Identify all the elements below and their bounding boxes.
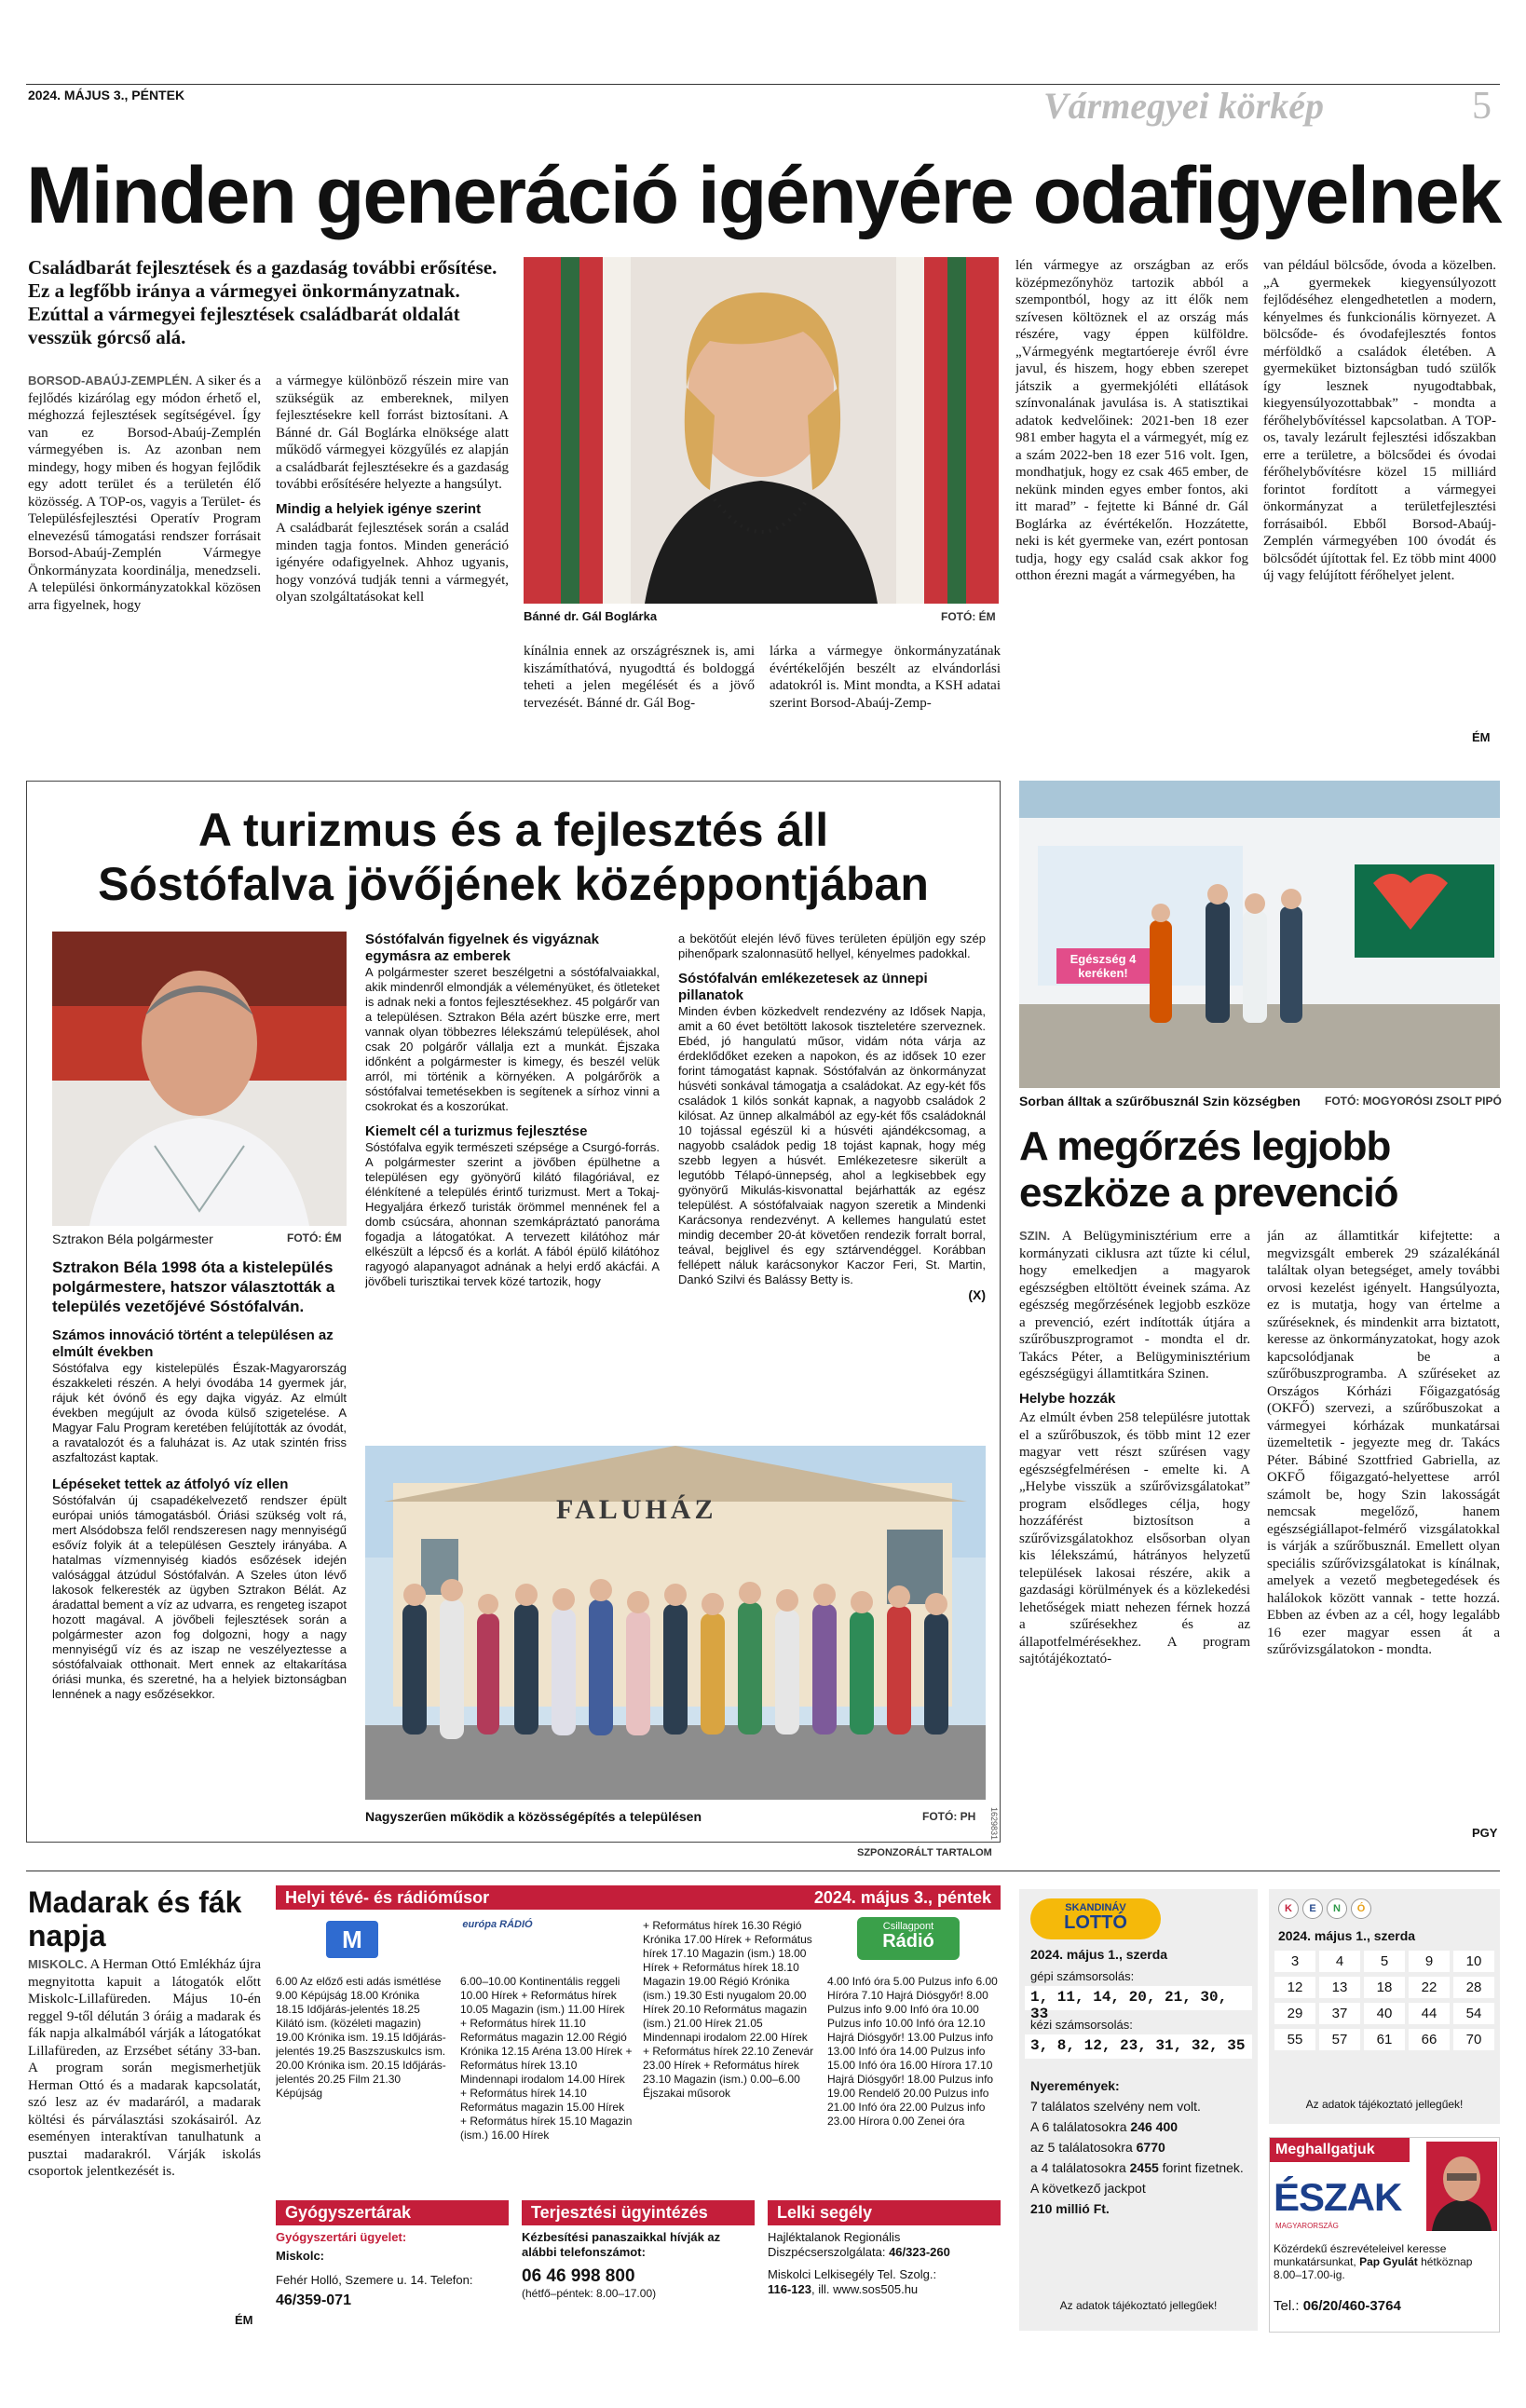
tourism-sub2: Lépéseket tettek az átfolyó víz ellen xyxy=(52,1476,289,1492)
bus-banner: Egészség 4 kerékenǃ xyxy=(1056,948,1150,984)
lotto-manual-numbers: 3, 8, 12, 23, 31, 32, 35 xyxy=(1025,2034,1252,2059)
csillagpont-logo-top: Csillagpont xyxy=(882,1921,934,1932)
keno-number: 70 xyxy=(1453,2029,1494,2050)
lotto-prize-4-suffix: forint fizetnek. xyxy=(1158,2160,1244,2175)
distribution-block xyxy=(522,2230,755,2301)
lotto-logo xyxy=(1030,1898,1161,1939)
lotto-prizes xyxy=(1030,2075,1250,2219)
lotto-prizes-label: Nyeremények: xyxy=(1030,2078,1120,2093)
tourism-sub4: Kiemelt cél a turizmus fejlesztése xyxy=(365,1123,588,1139)
lotto-note: Az adatok tájékoztató jellegűek! xyxy=(1059,2299,1218,2312)
main-photo-credit: FOTÓ: ÉM xyxy=(941,610,996,623)
main-lead: Családbarát fejlesztések és a gazdaság további erősítése. Ez a legfőbb iránya a vármegyei önkormányzatnak. Ezúttal a vármegyei fejlesztések családbarát oldalát vesszük górcső alá. xyxy=(28,256,497,348)
tourism-sub5: Sóstófalván emlékezetesek az ünnepi pillanatok xyxy=(678,971,928,1003)
main-col1-text: A siker és a fejlődés kizárólag egy módon érhető el, méghozzá fejlesztések segítségével. Így van ez Borsod-Abaúj-Zemplén vármegyében is. Az azonban nem mindegy, hogy miben és hogyan fejlődik egy adott terület és a területén élő közösség. A TOP-os, vagyis a Terület- és Településfejlesztési Operatív Program elnevezésű támogatási rendszer forrásait Borsod-Abaúj-Zemplén Vármegye Önkormányzata koordinálja, menedzseli. A települési önkormányzatokkal közösen arra figyelnek, hogy xyxy=(28,374,261,613)
bus-photo xyxy=(1019,781,1500,1088)
issue-date: 2024. MÁJUS 3., PÉNTEK xyxy=(28,88,185,102)
keno-number: 29 xyxy=(1274,2003,1315,2024)
page-number: 5 xyxy=(1472,85,1492,128)
csillagpont-logo-bottom: Rádió xyxy=(882,1931,934,1952)
lotto-prize-5: 6770 xyxy=(1136,2140,1165,2155)
main-col2 xyxy=(276,373,509,745)
keno-logo-letter: E xyxy=(1302,1898,1323,1919)
lotto-date: 2024. május 1., szerda xyxy=(1030,1947,1168,1962)
keno-number: 61 xyxy=(1364,2029,1405,2050)
pharmacy-label: Gyógyszertári ügyelet: xyxy=(276,2230,407,2244)
lotto-jackpot-label: A következő jackpot xyxy=(1030,2181,1146,2196)
lotto-jackpot: 210 millió Ft. xyxy=(1030,2201,1110,2216)
screening-col2: ján az államtitkár kifejtette: a megvizsgált emberek 29 százalékánál találtak olyan betegséget, amely további orvosi kezelést igényelt. Hangsúlyozta, ez is mutatja, hogy van értelme a szűréseknek, és mindenkit arra biztatott, keresse az önkormányzatokat, hogy azok kapcsolódjanak be a szűrőbuszprogramba. A szűréseket az Országos Kórházi Főigazgatóság (OKFŐ) szervezi, a szűrőbuszokat a vármegyei kórházak munkatársai üzemeltetik - jegyezte meg dr. Takács Péter. Bábiné Szottfried Gabriella, az OKFŐ főigazgató-helyettese arról számolt be, hogy Szin lakosságát nemcsak megelőző, hanem egészségiállapot-felmérő vizsgálatokkal is várják a szűrőbusznál. Emellett olyan speciális szűrővizsgálatokat is kínálnak, amelyek a vezető megbetegedések és halálokok között vannak - tette hozzá. Ebben az évben az a cél, hogy legalább 16 ezer magyar essen át a szűrővizsgálatokon - mondta. xyxy=(1267,1229,1500,1657)
keno-logo-letter: K xyxy=(1278,1898,1299,1919)
tourism-p1: Sóstófalva egy kistelepülés Észak-Magyarország északkeleti részén. A helyi óvodába 14 gyermek jár, rájuk két óvónő és egy dajka vigyáz. Az elmúlt években megújult az óvoda külső szigetelése. A Magyar Falu Program keretében felújították az óvodát, a ravatalozót és a faluházat is. Az utak szintén friss aszfaltozást kaptak. xyxy=(52,1361,347,1464)
tourism-p3: A polgármester szeret beszélgetni a sóstófalvaiakkal, akik mindenről elmondják a véleményüket, és ötleteket is adnak neki a fontos fejlesztésekhez. 45 polgárőr van a településen. Sztrakon Béla azért büszke erre, mert vannak olyan többezres lélekszámú települések, ahol csak 20 polgárőr vállalja ezt a munkát. Éjszaka időnként a polgármester is kimegy, és beszél velük arról, mi történik a környéken. A polgárőrök a sóstófalvai temetésekben is segítenek a sírhoz vinni a csokrokat és a koszorúkat. xyxy=(365,965,660,1113)
main-photo xyxy=(524,257,999,604)
faluhaz-sign: FALUHÁZ xyxy=(556,1494,717,1525)
keno-number: 55 xyxy=(1274,2029,1315,2050)
mayor-photo xyxy=(52,932,347,1226)
keno-number: 28 xyxy=(1453,1977,1494,1998)
keno-number: 54 xyxy=(1453,2003,1494,2024)
tourism-col1 xyxy=(52,1258,347,1816)
keno-number: 22 xyxy=(1409,1977,1450,1998)
tourism-p5: a bekötőút elején lévő füves területen épüljön egy szép pihenőpark szalonnasütő hellyel, kényelmes padokkal. xyxy=(678,932,986,960)
soul-line2: Diszpécserszolgálata: xyxy=(768,2245,886,2259)
soul-line3: Miskolci Lelkisegély Tel. Szolg.: xyxy=(768,2267,937,2281)
soul-head: Lelki segély xyxy=(768,2200,1001,2225)
sponsored-label: SZPONZORÁLT TARTALOM xyxy=(857,1847,992,1858)
tourism-p4: Sóstófalva egyik természeti szépsége a Csurgó-forrás. A polgármester szerint a jövőben épülhetne a településen egy gyönyörű kilátó filagóriával, ez élénkítené a település érintő turizmust. Mert a Tokaj-Hegyaljára érkező turisták örömmel mennének fel a domb csúcsára, ahonnan szemkápráztató panoráma fogadja a látogatókat. A tervezett kilátóhoz már elkészült a lépcső és a korlát. A fából épülő kilátóhoz ragyogó alapanyagot adnának a helyi erdő akácfái. A jövőbeli turisztikai tervek közé tartozik, hogy xyxy=(365,1140,660,1288)
tv-header xyxy=(276,1885,1001,1910)
keno-number: 5 xyxy=(1364,1951,1405,1972)
lotto-prize-6-label: A 6 találatosokra xyxy=(1030,2119,1127,2134)
radio-logo-europa: európa RÁDIÓ xyxy=(462,1919,533,1930)
pharmacy-phone: 46/359-071 xyxy=(276,2292,351,2308)
keno-number: 18 xyxy=(1364,1977,1405,1998)
main-headline: Minden generáció igényére odafigyelnek xyxy=(26,151,1501,240)
group-photo-caption: Nagyszerűen működik a közösségépítés a településen xyxy=(365,1809,702,1824)
keno-number: 13 xyxy=(1319,1977,1360,1998)
screening-title-line1: A megőrzés legjobb xyxy=(1019,1123,1391,1169)
tv-header-date: 2024. május 3., péntek xyxy=(813,1888,991,1907)
keno-number: 10 xyxy=(1453,1951,1494,1972)
lotto-prize-7: 7 találatos szelvény nem volt. xyxy=(1030,2099,1201,2114)
tv-logo-miskolc: M xyxy=(326,1921,378,1958)
screening-col1a: A Belügyminisztérium erre a kormányzati ciklusra azt tűzte ki célul, hogy emelkedjen a magyarok egészségben eltöltött éveinek száma. Az egészség megőrzésének legjobb eszköze a prevenció, ezért indították útjára a szűrőbuszprogramot - mondta el dr. Takács Péter, a Belügyminisztérium egészségügyi államtitkára Szinen. xyxy=(1019,1229,1250,1381)
soul-phone1: 46/323-260 xyxy=(889,2245,950,2259)
group-photo xyxy=(365,1446,986,1800)
ad-code: 1629831 xyxy=(989,1807,999,1841)
distribution-head: Terjesztési ügyintézés xyxy=(522,2200,755,2225)
soul-phone2: 116-123 xyxy=(768,2282,811,2296)
main-col5: van például bölcsőde, óvoda a közelben. „A gyermekek kiegyensúlyozott fejlődéséhez elengedhetetlen a modern, kényelmes és funkcionális környezet. A bölcsőde- és óvodafejlesztés fontos mérföldkő a családok életében. A gyermeküket biztonságban tudó szülők így lesznek nyugodtabbak, kiegyensúlyozottabbak” - mondta a férőhelybővítéssel kapcsolatban. A TOP-os, tavaly lezárult fejlesztési időszakban erre a területre, a bölcsődei és óvodai férőhelybővítésre közel 15 milliárd forintot fordított a vármegyei önkormányzat a területfejlesztési forrásaiból. Ebből Borsod-Abaúj-Zemplén vármegyében 100 óvodát és bölcsődét újítottak fel. Ez több mint 4000 új vagy felújított férőhelyet jelent. xyxy=(1263,258,1496,583)
radio-ad-text xyxy=(1274,2242,1497,2281)
keno-number: 37 xyxy=(1319,2003,1360,2024)
tourism-col2 xyxy=(365,932,660,1442)
bus-photo-credit: FOTÓ: MOGYORÓSI ZSOLT PIPÓ xyxy=(1325,1095,1502,1108)
radio-ad xyxy=(1269,2137,1500,2333)
tv-ch2-schedule: 6.00–10.00 Kontinentális reggeli 10.00 Hírek + Református hírek 10.05 Magazin (ism.) 11.00 Hírek + Református hírek 11.10 Református magazin 12.00 Régió Krónika 12.15 Aréna 13.00 Hírek + Református hírek 13.10 Mindennapi irodalom 14.00 Hírek + Református hírek 14.10 Református magazin 15.00 Hírek + Református hírek 15.10 Magazin (ism.) 16.00 Hírek xyxy=(460,1975,633,2142)
screening-col1b: Az elmúlt évben 258 településre jutottak el a szűrőbuszok, és több mint 12 ezer magyar vett részt szűrésen vagy egészségfelmérésen - emelte ki. A „Helybe visszük a szűrővizsgálatokat” program elsődleges célja, hogy hozzáférést biztosítson a szűrővizsgálatokhoz elsősorban olyan kis lélekszámú, hátrányos helyzetű települések lakosai részére, akik a gazdasági körülmények és a közlekedési lehetőségek miatt nehezen férnek hozzá a szűrésekhez és az állapotfelmérésekhez. A program sajtótájékoztató- xyxy=(1019,1410,1250,1667)
screening-dateline: SZIN. xyxy=(1019,1229,1051,1243)
keno-numbers xyxy=(1274,1951,1494,2050)
main-col3b: lárka a vármegye önkormányzatának évértékelőjén beszélt az elvándorlási adatokról is. Mint mondta, a KSH adatai szerint Borsod-Abaúj-Zemp- xyxy=(770,644,1001,711)
lotto-prize-4-label: a 4 találatosokra xyxy=(1030,2160,1126,2175)
group-photo-credit: FOTÓ: PH xyxy=(922,1810,976,1823)
main-signature: ÉM xyxy=(1472,730,1491,744)
keno-box xyxy=(1269,1889,1500,2124)
main-col1 xyxy=(28,373,261,745)
keno-logo-letter: N xyxy=(1327,1898,1347,1919)
soul-line1: Hajléktalanok Regionális xyxy=(768,2230,901,2244)
main-dateline: BORSOD-ABAÚJ-ZEMPLÉN. xyxy=(28,374,193,388)
keno-logo-letter: Ó xyxy=(1351,1898,1371,1919)
tourism-signature: (X) xyxy=(968,1287,986,1302)
lotto-machine-numbers: 1, 11, 14, 20, 21, 30, 33 xyxy=(1025,1986,1252,2010)
mayor-photo-caption: Sztrakon Béla polgármester xyxy=(52,1231,213,1246)
keno-number: 66 xyxy=(1409,2029,1450,2050)
pharmacy-city: Miskolc: xyxy=(276,2249,325,2263)
radio-ad-head: Meghallgatjuk xyxy=(1270,2138,1410,2162)
tv-ch3-schedule: + Református hírek 16.30 Régió Krónika 17.00 Hírek + Református hírek 17.10 Magazin (ism.) 18.00 Hírek + Református hírek 18.10 Magazin 19.00 Régió Krónika (ism.) 19.30 Esti nyugalom 20.00 Hírek 20.10 Református magazin (ism.) 21.00 Hírek 21.05 Mindennapi irodalom 22.00 Hírek + Református hírek 22.10 Zenevár 23.00 Hírek + Református hírek 23.10 Magazin (ism.) 0.00–6.00 Éjszakai műsorok xyxy=(643,1919,814,2100)
lotto-logo-bottom: LOTTÓ xyxy=(1064,1912,1127,1933)
tourism-sub3: Sóstófalván figyelnek és vigyáznak egymásra az emberek xyxy=(365,932,599,964)
screening-title xyxy=(1019,1123,1500,1217)
keno-number: 3 xyxy=(1274,1951,1315,1972)
soul-block xyxy=(768,2230,1006,2297)
screening-signature: PGY xyxy=(1472,1826,1498,1840)
lotto-prize-6: 246 400 xyxy=(1130,2119,1179,2134)
distribution-phone: 06 46 998 800 xyxy=(522,2266,635,2286)
tourism-sub1: Számos innováció történt a településen az elmúlt években xyxy=(52,1327,334,1360)
mayor-photo-credit: FOTÓ: ÉM xyxy=(287,1231,342,1245)
keno-number: 44 xyxy=(1409,2003,1450,2024)
section-title: Vármegyei körkép xyxy=(1043,85,1325,127)
lotto-machine-label: gépi számsorsolás: xyxy=(1030,1969,1135,1983)
radio-ad-text-b: hétköznap 8.00–17.00-ig. xyxy=(1274,2255,1473,2281)
keno-logo xyxy=(1278,1898,1371,1919)
lotto-box xyxy=(1019,1889,1258,2331)
keno-number: 57 xyxy=(1319,2029,1360,2050)
radio-ad-photo xyxy=(1426,2142,1497,2231)
main-subhead: Mindig a helyiek igénye szerint xyxy=(276,500,482,517)
birds-body xyxy=(28,1956,261,2331)
main-col2-text-b: A családbarát fejlesztések során a család minden tagja fontos. Minden generáció igényére odafigyelnek. Ahhoz ugyanis, hogy vonzóvá tudják tenni a vármegyét, olyan szolgáltatásokat kell xyxy=(276,521,509,605)
lotto-logo-top: SKANDINÁV xyxy=(1065,1902,1126,1913)
birds-title: Madarak és fák napja xyxy=(28,1885,242,1952)
birds-dateline: MISKOLC. xyxy=(28,1957,88,1971)
lotto-manual-label: kézi számsorsolás: xyxy=(1030,2018,1133,2032)
tourism-p6: Minden évben közkedvelt rendezvény az Idősek Napja, amit a 60 évet betöltött lakosok tiszteletére szerveznek. Ebéd, jó hangulatú műsor, vidám nóta várja az érdeklődőket ezeken a napokon, és az idősek 10 ezer forint támogatást kapnak. Sóstófalván az önkormányzat húsvéti sonkával támogatja a családokat. Az egy-két fős családok 1 kilós sonkát kapnak, a nagyobb családok 2 kilósat. Az ünnep alkalmából az egy-két fős családoknál 10 tojással egészül ki a húsvéti ajándékcsomag, a nagyobb családok pedig 18 tojást kapnak, hogy még szebb legyen a húsvét. Emlékezetesre sikerült a legutóbb Télapó-ünnepség, ahol a legkisebbek egy gyönyörű Mikulás-kisvonattal bejárhatták az egész települést. A sóstófalvaiak nagyon szeretik a Mindenki Karácsonya rendezvényt. A kellemes hangulatú estet mindig december 20-át követően rendezik forralt borral, teával, bejglivel és egy sztárvendéggel. Korábban fellépett náluk karácsonykor Kaczor Feri, St. Martin, Dankó Szilvi és Balássy Betty is. xyxy=(678,1004,986,1286)
main-col3a: kínálnia ennek az országrésznek is, ami kiszámíthatóvá, nyugodttá és boldoggá teheti a jelen megélését és a jövő tervezését. Bánné dr. Gál Bog- xyxy=(524,644,755,711)
keno-date: 2024. május 1., szerda xyxy=(1278,1928,1416,1943)
tourism-col3 xyxy=(678,932,986,1442)
keno-number: 40 xyxy=(1364,2003,1405,2024)
bus-photo-caption: Sorban álltak a szűrőbusznál Szin községben xyxy=(1019,1094,1301,1109)
radio-ad-name: Pap Gyulát xyxy=(1359,2255,1418,2268)
tourism-title-line1: A turizmus és a fejlesztés áll xyxy=(198,804,829,856)
radio-ad-tel-label: Tel.: xyxy=(1274,2298,1300,2314)
birds-text: A Herman Ottó Emlékház újra megnyitotta kapuit a látogatók előtt Miskolc-Lillafüreden. Május 10-én reggel 9-től délután 3 óráig a madarak és fák napja alkalmából várják a látogatókat Lillafüreden, az Erzsébet sétány 33-ban. A program során megismerhetjük Herman Ottó és a madarak kapcsolatát, szó lesz az év madaráról, a madarak költési és párválasztási szokásairól. Az eseményen interaktívan tanulhatunk a pusztai madarakról. Várják iskolás csoportok jelentkezését is. xyxy=(28,1957,261,2179)
tourism-lead: Sztrakon Béla 1998 óta a kistelepülés polgármestere, hatszor választották a település vezetőjévé Sóstófalván. xyxy=(52,1258,335,1315)
keno-note: Az adatok tájékoztató jellegűek! xyxy=(1305,2098,1464,2111)
lotto-prize-4: 2455 xyxy=(1129,2160,1159,2175)
distribution-text: Kézbesítési panaszaikkal hívják az alábbi telefonszámot: xyxy=(522,2230,721,2259)
screening-subhead: Helybe hozzák xyxy=(1019,1390,1116,1407)
screening-col1 xyxy=(1019,1228,1250,1843)
birds-signature: ÉM xyxy=(235,2313,253,2327)
radio-ad-logo: ÉSZAK xyxy=(1274,2175,1402,2219)
tv-header-title: Helyi tévé- és rádióműsor xyxy=(285,1888,490,1907)
screening-title-line2: eszköze a prevenció xyxy=(1019,1170,1398,1216)
radio-ad-tel-number: 06/20/460-3764 xyxy=(1302,2298,1401,2314)
radio-logo-csillagpont xyxy=(857,1917,960,1960)
tv-ch1-schedule: 6.00 Az előző esti adás ismétlése 9.00 Képújság 18.00 Krónika 18.15 Időjárás-jelentés 18.25 Kilátó ism. (közéleti magazin) 19.00 Krónika ism. 19.15 Időjárás-jelentés 19.25 Baszszuskulcs ism. 20.00 Krónika ism. 20.15 Időjárás-jelentés 20.25 Film 21.30 Képújság xyxy=(276,1975,446,2100)
tv-ch4-schedule: 4.00 Infó óra 5.00 Pulzus info 6.00 Híróra 7.10 Hajrá Diósgyőr! 8.00 Pulzus info 9.00 Infó óra 10.00 Pulzus info 10.00 Infó óra 12.10 Hajrá Diósgyőr! 13.00 Pulzus info 13.00 Infó óra 14.00 Pulzus info 15.00 Infó óra 16.00 Hírora 17.10 Hajrá Diósgyőr! 18.00 Pulzus info 19.00 Rendelő 20.00 Pulzus info 21.00 Infó óra 22.00 Pulzus info 23.00 Hírora 0.00 Zenei óra xyxy=(827,1975,998,2128)
tourism-title xyxy=(37,803,989,911)
pharmacy-block xyxy=(276,2230,509,2308)
main-col4: lén vármegye az országban az erős középmezőnyhöz tartozik abból a szempontból, hogy az itt élők nem szívesen költöznek el az ország más részére, vagy éppen külföldre. „Vármegyénk megtartóereje évről évre javul, és hiszem, hogy ebben szerepet játszik a gyermekjóléti ellátások színvonalának javulása is. A statisztikai adatok kedvelőinek: 2021-ben 18 ezer 981 ember hagyta el a vármegyét, míg ez a szám 2022-ben 18 ezer 516 volt. Igen, mondhatjuk, hogy ez csak 465 ember, de nekünk minden egyes ember fontos, aki itt marad” - fejtette ki Bánné dr. Gál Boglárka az évértékelőn. Hozzátette, neki is két gyermeke van, ezért pontosan tudja, hogy egy család csak akkor fog otthon érezni magát a vármegyében, ha xyxy=(1015,258,1248,583)
radio-ad-text-a: Közérdekű észrevételeivel keresse munkatársunkat, xyxy=(1274,2242,1447,2268)
main-col2-text-a: a vármegye különböző részein mire van szükségük az embereknek, milyen fejlesztésekre kell forrást biztosítani. A Bánné dr. Gál Boglárka elnöksége alatt működő vármegyei közgyűlés ez alapján a családbarát fejlesztésekre és a gazdaság további erősítésére helyezte a hangsúlyt. xyxy=(276,374,509,492)
radio-ad-tel xyxy=(1274,2298,1401,2314)
tourism-title-line2: Sóstófalva jövőjének középpontjában xyxy=(98,858,929,910)
tourism-p2: Sóstófalván új csapadékelvezető rendszer épült európai uniós támogatásból. Óriási szükség volt rá, mert Alsódobsza felől rendszeresen nagy mennyiségű esővíz folyik át a településen Gesztely irányába. A hatalmas vízmennyiség kiadós esőzések idején valósággal átzúdul Sóstófalván. A Szeles úton lévő lakosok felkeresték az ügyben Sztrakon Bélát. Az áradattal bement a víz az udvarra, es rengeteg iszapot hozott magával. A jövőbeli fejlesztések során a polgármester azon fog dolgozni, hogy a nagy mennyiségű víz és az iszap ne veszélyeztesse a sóstófalvaiak otthonait. Mert ennek az eltakarítása óriási munka, és szeretné, ha a helyiek biztonságban lennének a nagy esőzésekkor. xyxy=(52,1493,347,1701)
main-photo-caption: Bánné dr. Gál Boglárka xyxy=(524,609,658,623)
pharmacy-head: Gyógyszertárak xyxy=(276,2200,509,2225)
soul-web: , ill. www.sos505.hu xyxy=(811,2282,919,2296)
keno-number: 9 xyxy=(1409,1951,1450,1972)
pharmacy-text: Fehér Holló, Szemere u. 14. Telefon: xyxy=(276,2273,473,2287)
lotto-prize-5-label: az 5 találatosokra xyxy=(1030,2140,1133,2155)
keno-number: 12 xyxy=(1274,1977,1315,1998)
keno-number: 4 xyxy=(1319,1951,1360,1972)
radio-ad-logo-sub: MAGYARORSZÁG xyxy=(1275,2222,1339,2230)
distribution-hours: (hétfő–péntek: 8.00–17.00) xyxy=(522,2287,657,2300)
